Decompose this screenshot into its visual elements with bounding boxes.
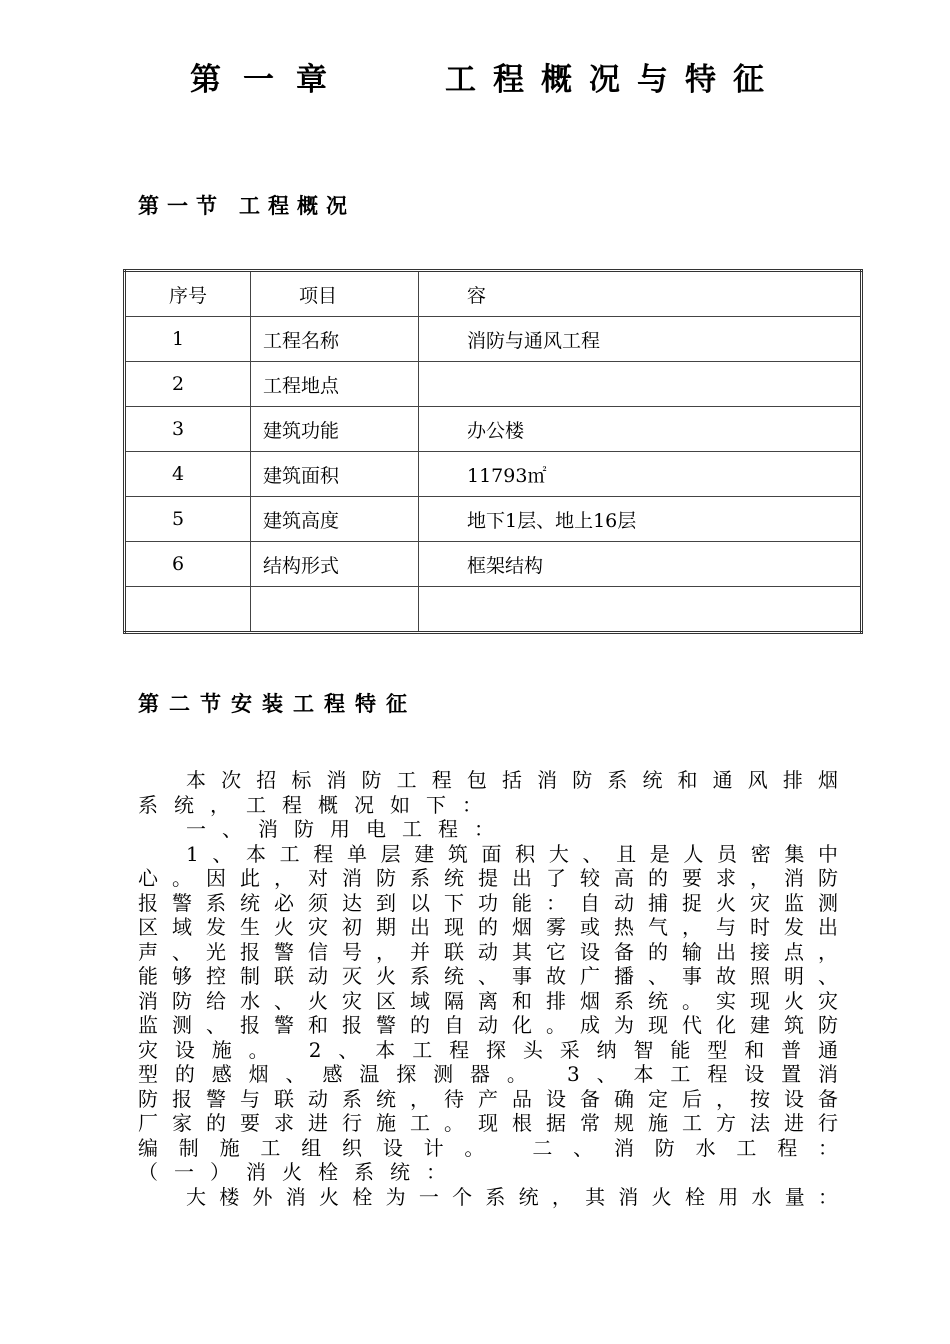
section-1-title: 工程概况	[239, 194, 355, 218]
cell-index	[125, 587, 251, 633]
body-line: 大楼外消火栓为一个系统，其消火栓用水量：	[186, 1184, 838, 1209]
body-line: 监测、报警和报警的自动化。成为现代化建筑防	[138, 1013, 838, 1037]
header-cell-content: 容	[419, 271, 862, 317]
cell-content: 办公楼	[419, 407, 862, 452]
cell-content: 11793㎡	[419, 452, 862, 497]
body-line: 心。因此，对消防系统提出了较高的要求，消防	[138, 866, 838, 890]
cell-content: 框架结构	[419, 542, 862, 587]
table-row	[125, 587, 862, 633]
body-line: 能够控制联动灭火系统、事故广播、事故照明、	[138, 964, 838, 988]
cell-item	[251, 587, 419, 633]
project-info-table	[123, 269, 863, 634]
cell-content	[419, 362, 862, 407]
body-line: 1、本工程单层建筑面积大、且是人员密集中	[186, 841, 838, 866]
body-line: 区域发生火灾初期出现的烟雾或热气，与时发出	[138, 915, 838, 939]
section-2-heading: 第二节安装工程特征	[138, 692, 417, 716]
cell-item: 建筑高度	[251, 497, 419, 542]
cell-content	[419, 587, 862, 633]
header-cell-item: 项目	[251, 271, 419, 317]
body-paragraph	[138, 768, 838, 1209]
cell-item: 工程名称	[251, 317, 419, 362]
chapter-title	[0, 58, 950, 108]
cell-index: 3	[125, 407, 251, 452]
table-row	[125, 362, 862, 407]
header-cell-index: 序号	[125, 271, 251, 317]
body-line: 报警系统必须达到以下功能：自动捕捉火灾监测	[138, 890, 838, 915]
body-line: 本次招标消防工程包括消防系统和通风排烟	[186, 768, 838, 792]
chapter-number: 第一章	[190, 62, 349, 98]
table-row	[125, 452, 862, 497]
cell-index: 2	[125, 362, 251, 407]
body-line: 系统，工程概况如下：	[138, 792, 498, 817]
body-line: 灾设施。 2、本工程探头采纳智能型和普通	[138, 1037, 838, 1062]
body-line: 防报警与联动系统，待产品设备确定后，按设备	[138, 1086, 838, 1111]
cell-index: 1	[125, 317, 251, 362]
section-1-number: 第一节	[138, 194, 225, 218]
body-line: （一）消火栓系统：	[138, 1160, 462, 1184]
chapter-name: 工程概况与特征	[445, 62, 781, 98]
table-row	[125, 542, 862, 587]
cell-item: 结构形式	[251, 542, 419, 587]
table-row	[125, 497, 862, 542]
table-row	[125, 407, 862, 452]
body-line: 一、消防用电工程：	[186, 817, 510, 841]
cell-index: 6	[125, 542, 251, 587]
cell-item: 工程地点	[251, 362, 419, 407]
body-line: 编制施工组织设计。 二、消防水工程：	[138, 1135, 838, 1160]
body-line: 消防给水、火灾区域隔离和排烟系统。实现火灾	[138, 988, 838, 1013]
body-line: 声、光报警信号，并联动其它设备的输出接点，	[138, 939, 838, 964]
cell-content: 消防与通风工程	[419, 317, 862, 362]
cell-index: 5	[125, 497, 251, 542]
table-row	[125, 317, 862, 362]
body-line: 型的感烟、感温探测器。 3、本工程设置消	[138, 1062, 838, 1086]
cell-item: 建筑面积	[251, 452, 419, 497]
cell-content: 地下1层、地上16层	[419, 497, 862, 542]
cell-item: 建筑功能	[251, 407, 419, 452]
cell-index: 4	[125, 452, 251, 497]
section-1-heading	[138, 191, 355, 221]
body-line: 厂家的要求进行施工。现根据常规施工方法进行	[138, 1111, 838, 1135]
table-header-row	[125, 271, 862, 317]
